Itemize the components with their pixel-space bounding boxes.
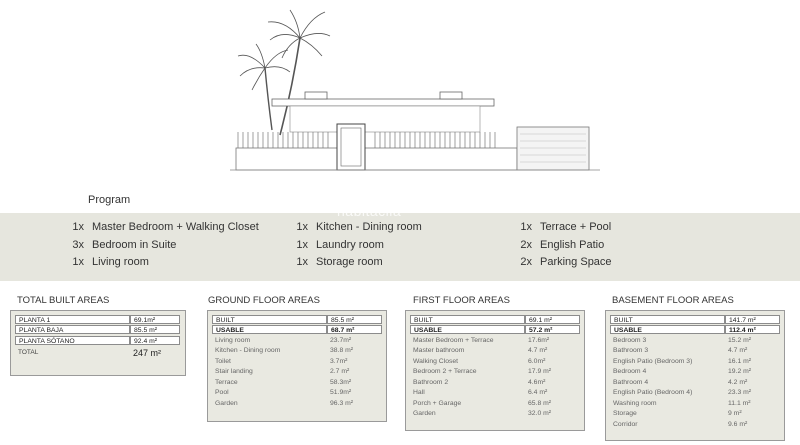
area-row-label: USABLE	[610, 325, 725, 334]
area-row	[410, 346, 580, 357]
ground-floor-title: GROUND FLOOR AREAS	[208, 295, 320, 306]
area-row-label: PLANTA SÓTANO	[15, 336, 130, 345]
program-item	[290, 219, 422, 237]
area-row-value: 68.7 m²	[327, 325, 382, 334]
area-row-value: 2.7 m²	[330, 368, 350, 376]
area-row-value: 23.7m²	[330, 336, 352, 344]
area-row	[610, 377, 780, 388]
area-row-value: 17.9 m²	[528, 368, 552, 376]
program-item	[514, 219, 612, 237]
area-row-label: Living room	[215, 336, 251, 344]
area-row	[610, 356, 780, 367]
house-elevation-drawing	[0, 0, 800, 180]
area-row-value: 6.0m²	[528, 357, 546, 365]
area-row	[212, 367, 382, 378]
area-row-label: Master bathroom	[413, 347, 465, 355]
area-row-value: 96.3 m²	[330, 399, 354, 407]
basement-floor-title: BASEMENT FLOOR AREAS	[612, 295, 734, 306]
program-item	[290, 237, 422, 255]
program-item-qty: 1x	[296, 221, 308, 233]
program-item-qty: 3x	[72, 238, 84, 251]
program-item	[290, 254, 422, 272]
area-row-value: 85.5 m²	[327, 315, 382, 324]
area-row	[410, 388, 580, 399]
program-column-3	[514, 219, 612, 272]
area-row	[610, 325, 780, 336]
area-row-value: 4.7 m²	[728, 347, 748, 355]
area-row-value: 69.1 m²	[525, 315, 580, 324]
total-areas-title: TOTAL BUILT AREAS	[17, 295, 110, 306]
first-floor-title: FIRST FLOOR AREAS	[413, 295, 510, 306]
program-item-qty: 1x	[520, 221, 532, 233]
area-row-label: Washing room	[613, 399, 657, 407]
area-row-label: Pool	[215, 389, 229, 397]
program-item	[66, 219, 259, 237]
area-row	[15, 335, 181, 346]
area-row-value: 4.6m²	[528, 378, 546, 386]
area-row-label: Bedroom 2 + Terrace	[413, 368, 477, 376]
program-item-label: English Patio	[540, 238, 605, 251]
program-column-2	[290, 219, 422, 272]
area-row	[410, 314, 580, 325]
area-row-value: 9.6 m²	[728, 420, 748, 428]
area-row-label: Garden	[413, 410, 436, 418]
area-row-label: Terrace	[215, 378, 238, 386]
area-row-value: 57.2 m²	[525, 325, 580, 334]
area-row-value: 19.2 m²	[728, 368, 752, 376]
first-floor-table	[405, 310, 585, 431]
area-row-label: Toilet	[215, 357, 231, 365]
area-row-label: English Patio (Bedroom 3)	[613, 357, 693, 365]
program-item-qty: 1x	[296, 238, 308, 251]
total-areas-table	[10, 310, 186, 376]
program-column-1	[66, 219, 259, 272]
program-item-qty: 1x	[72, 256, 84, 268]
area-row-label: Stair landing	[215, 368, 253, 376]
area-row-value: 16.1 m²	[728, 357, 752, 365]
area-row-label: Walking Closet	[413, 357, 459, 365]
area-row-label: BUILT	[610, 315, 725, 324]
area-row-value: 4.2 m²	[728, 378, 748, 386]
area-row-label: Porch + Garage	[413, 399, 462, 407]
area-row	[410, 367, 580, 378]
program-item-qty: 2x	[520, 256, 532, 268]
basement-floor-table	[605, 310, 785, 441]
area-row	[212, 377, 382, 388]
program-item-label: Terrace + Pool	[540, 221, 612, 233]
area-row-value: 11.1 m²	[728, 399, 751, 407]
area-row-value: 9 m²	[728, 410, 742, 418]
area-row	[212, 335, 382, 346]
area-row-label: USABLE	[212, 325, 327, 334]
area-row-label: BUILT	[212, 315, 327, 324]
area-row-label: Master Bedroom + Terrace	[413, 336, 494, 344]
area-row	[610, 388, 780, 399]
area-row	[410, 356, 580, 367]
area-row-label: Corridor	[613, 420, 638, 428]
area-row-value: 85.5 m²	[130, 325, 180, 334]
area-row-label: Storage	[613, 410, 637, 418]
program-item-label: Bedroom in Suite	[92, 238, 177, 251]
area-row-value: 32.0 m²	[528, 410, 552, 418]
area-row	[212, 388, 382, 399]
program-item-label: Storage room	[316, 256, 383, 268]
area-row	[610, 367, 780, 378]
area-row	[410, 398, 580, 409]
program-item-qty: 2x	[520, 238, 532, 251]
area-row	[610, 314, 780, 325]
area-row-value: 4.7 m²	[528, 347, 548, 355]
area-row	[15, 314, 181, 325]
area-row-value: 247 m²	[133, 347, 162, 358]
area-row	[410, 325, 580, 336]
area-row	[410, 377, 580, 388]
area-row	[610, 409, 780, 420]
area-row	[212, 346, 382, 357]
area-row-value: 17.6m²	[528, 336, 550, 344]
area-row-label: PLANTA 1	[15, 315, 130, 324]
program-item-label: Parking Space	[540, 256, 612, 268]
area-row	[410, 335, 580, 346]
area-row-value: 141.7 m²	[725, 315, 780, 324]
area-row	[610, 346, 780, 357]
program-item-label: Laundry room	[316, 238, 384, 251]
area-row-value: 6.4 m²	[528, 389, 548, 397]
area-row-label: English Patio (Bedroom 4)	[613, 389, 693, 397]
area-row-label: Bedroom 4	[613, 368, 647, 376]
area-row	[610, 419, 780, 430]
program-item	[514, 237, 612, 255]
program-item	[66, 237, 259, 255]
area-row	[212, 325, 382, 336]
area-row-label: Garden	[215, 399, 238, 407]
program-item	[514, 254, 612, 272]
area-row-value: 92.4 m²	[130, 336, 180, 345]
area-row-value: 3.7m²	[330, 357, 348, 365]
area-row-value: 65.8 m²	[528, 399, 552, 407]
area-row-value: 23.3 m²	[728, 389, 752, 397]
area-row	[212, 398, 382, 409]
program-item-qty: 1x	[72, 221, 84, 233]
area-row	[212, 356, 382, 367]
program-item-qty: 1x	[296, 256, 308, 268]
program-item-label: Kitchen - Dining room	[316, 221, 422, 233]
program-item	[66, 254, 259, 272]
program-item-label: Living room	[92, 256, 149, 268]
area-row-label: Bathroom 4	[613, 378, 649, 386]
area-row	[610, 335, 780, 346]
area-row-label: Bathroom 2	[413, 378, 449, 386]
area-row-label: Bathroom 3	[613, 347, 649, 355]
area-row-label: BUILT	[410, 315, 525, 324]
area-row-label: Hall	[413, 389, 425, 397]
area-row-value: 58.3m²	[330, 378, 352, 386]
area-row-value: 112.4 m²	[725, 325, 780, 334]
area-row	[15, 346, 181, 360]
program-title: Program	[88, 194, 131, 206]
area-row-value: 51.9m²	[330, 389, 352, 397]
program-item-label: Master Bedroom + Walking Closet	[92, 221, 259, 233]
area-row-value: 38.8 m²	[330, 347, 354, 355]
area-row-value: 69.1m²	[130, 315, 180, 324]
area-row-label: Bedroom 3	[613, 336, 647, 344]
area-row	[410, 409, 580, 420]
area-row-label: TOTAL	[18, 349, 39, 356]
area-row-label: USABLE	[410, 325, 525, 334]
area-row	[15, 325, 181, 336]
area-row	[212, 314, 382, 325]
area-row	[610, 398, 780, 409]
watermark: habitaclia	[337, 203, 402, 219]
area-row-label: Kitchen - Dining room	[215, 347, 281, 355]
area-row-value: 15.2 m²	[728, 336, 752, 344]
ground-floor-table	[207, 310, 387, 422]
area-row-label: PLANTA BAJA	[15, 325, 130, 334]
